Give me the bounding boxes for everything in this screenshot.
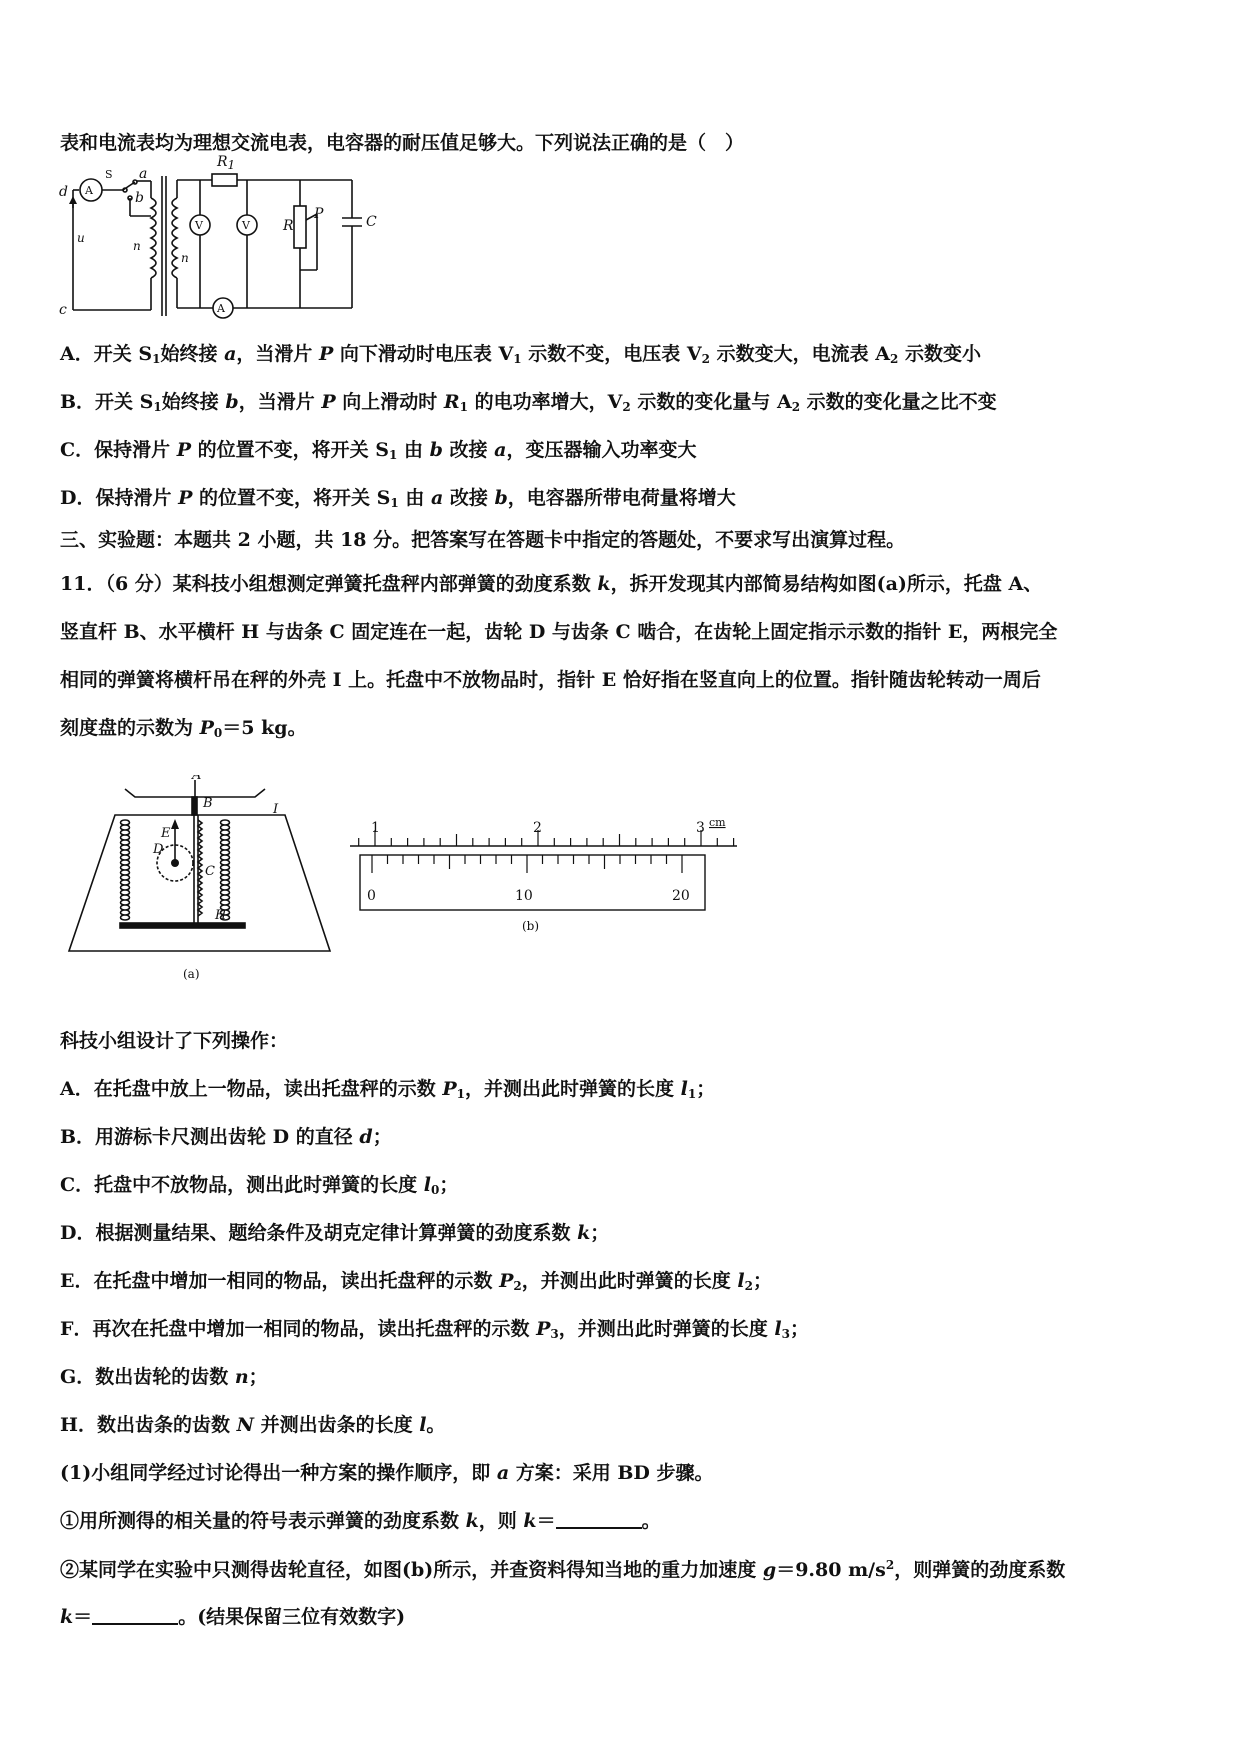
circuit-diagram — [55, 168, 405, 323]
unit-label: cm — [709, 816, 726, 829]
answer-blank-2[interactable] — [92, 1607, 178, 1625]
q11-line-1: 11．（6 分）某科技小组想测定弹簧托盘秤内部弹簧的劲度系数 k，拆开发现其内部简易结构如图(a)所示，托盘 A、 — [60, 573, 1043, 595]
fig-a-label-a: A — [192, 775, 202, 783]
label-r: R — [283, 218, 294, 234]
q11-line-4: 刻度盘的示数为 $P_0=5$ kg。 — [60, 717, 307, 740]
fig-a-label-c: C — [205, 864, 215, 879]
op-d: D．根据测量结果、题给条件及胡克定律计算弹簧的劲度系数 k； — [60, 1222, 610, 1244]
voltmeter-v2-label: V — [242, 219, 250, 232]
fig-b-caption: (b) — [522, 919, 540, 933]
part-1: (1)小组同学经过讨论得出一种方案的操作顺序，即 a 方案：采用 BD 步骤。 — [60, 1462, 714, 1484]
q10-option-b: B．开关 $S_1$始终接 b，当滑片 P 向上滑动时 $R_1$ 的电功率增大，$V_2$ 示数的变化量与 $A_2$ 示数的变化量之比不变 — [60, 391, 997, 414]
figure-b-caliper — [345, 810, 745, 949]
label-u1: u — [77, 231, 85, 245]
main-scale-label-2: 2 — [533, 820, 542, 836]
q10-option-d: D．保持滑片 P 的位置不变，将开关 $S_1$ 由 a 改接 b，电容器所带电荷量将增大 — [60, 487, 736, 510]
main-scale-label-3: 3 — [696, 820, 705, 836]
q10-option-c: C．保持滑片 P 的位置不变，将开关 $S_1$ 由 b 改接 a，变压器输入功率变大 — [60, 439, 697, 462]
fig-a-caption: (a) — [183, 967, 200, 981]
fig-a-label-e: E — [161, 826, 171, 841]
label-n1: n — [133, 239, 141, 253]
label-b: b — [135, 190, 144, 206]
ammeter-a1-label: A — [85, 184, 93, 197]
q11-line-2: 竖直杆 B、水平横杆 H 与齿条 C 固定连在一起，齿轮 D 与齿条 C 啮合，在齿轮上固定指示示数的指针 E，两根完全 — [60, 621, 1058, 643]
op-h: H．数出齿条的齿数 N 并测出齿条的长度 l。 — [60, 1414, 446, 1436]
circuit-figure — [55, 154, 405, 327]
ops-intro: 科技小组设计了下列操作： — [60, 1030, 289, 1052]
voltmeter-v1-label: V — [195, 219, 203, 232]
answer-blank-1[interactable] — [556, 1511, 642, 1529]
label-c-cap: C — [366, 214, 377, 230]
vernier-label-0: 0 — [367, 888, 376, 904]
main-scale-label-1: 1 — [371, 820, 380, 836]
question-stem-tail: 表和电流表均为理想交流电表，电容器的耐压值足够大。下列说法正确的是（ ） — [60, 132, 745, 154]
op-f: F．再次在托盘中增加一相同的物品，读出托盘秤的示数 $P_3$，并测出此时弹簧的长度 $l_3$； — [60, 1318, 809, 1341]
op-c: C．托盘中不放物品，测出此时弹簧的长度 $l_0$； — [60, 1174, 459, 1197]
label-d: d — [59, 184, 68, 200]
fig-a-label-i: I — [273, 802, 279, 817]
vernier-label-10: 10 — [515, 888, 533, 904]
ammeter-a2-label: A — [217, 302, 225, 315]
op-g: G．数出齿轮的齿数 n； — [60, 1366, 268, 1388]
sub-question-1: ①用所测得的相关量的符号表示弹簧的劲度系数 k，则 k＝ 。 — [60, 1510, 661, 1532]
label-n2: n — [181, 251, 189, 265]
resistor-r1-text: $R_1$ — [217, 154, 236, 172]
op-b: B．用游标卡尺测出齿轮 D 的直径 d； — [60, 1126, 392, 1148]
sub-question-2-cont: k＝ 。(结果保留三位有效数字) — [60, 1606, 406, 1628]
figure-a-scale — [65, 775, 340, 994]
vernier-label-20: 20 — [672, 888, 690, 904]
label-p: P — [314, 206, 324, 222]
q11-line-3: 相同的弹簧将横杆吊在秤的外壳 I 上。托盘中不放物品时，指针 E 恰好指在竖直向上的位置。指针随齿轮转动一周后 — [60, 669, 1041, 691]
sub-question-2: ②某同学在实验中只测得齿轮直径，如图(b)所示，并查资料得知当地的重力加速度 g＝9.80 $m/s^2$，则弹簧的劲度系数 — [60, 1558, 1066, 1581]
fig-a-label-d: D — [153, 842, 164, 857]
fig-a-label-b: B — [203, 796, 213, 811]
label-c: c — [59, 302, 67, 318]
op-e: E．在托盘中增加一相同的物品，读出托盘秤的示数 $P_2$，并测出此时弹簧的长度 $l_2$； — [60, 1270, 772, 1293]
fig-a-label-h: H — [215, 908, 227, 923]
switch-s1-label: S — [105, 168, 113, 181]
section-3-heading: 三、实验题：本题共 2 小题，共 18 分。把答案写在答题卡中指定的答题处，不要求写出演算过程。 — [60, 529, 906, 551]
label-a: a — [139, 168, 148, 182]
q10-option-a: A．开关 $S_1$始终接 a，当滑片 P 向下滑动时电压表 $V_1$ 示数不变，电压表 $V_2$ 示数变大，电流表 $A_2$ 示数变小 — [60, 343, 981, 366]
op-a: A．在托盘中放上一物品，读出托盘秤的示数 $P_1$，并测出此时弹簧的长度 $l_1$； — [60, 1078, 716, 1101]
